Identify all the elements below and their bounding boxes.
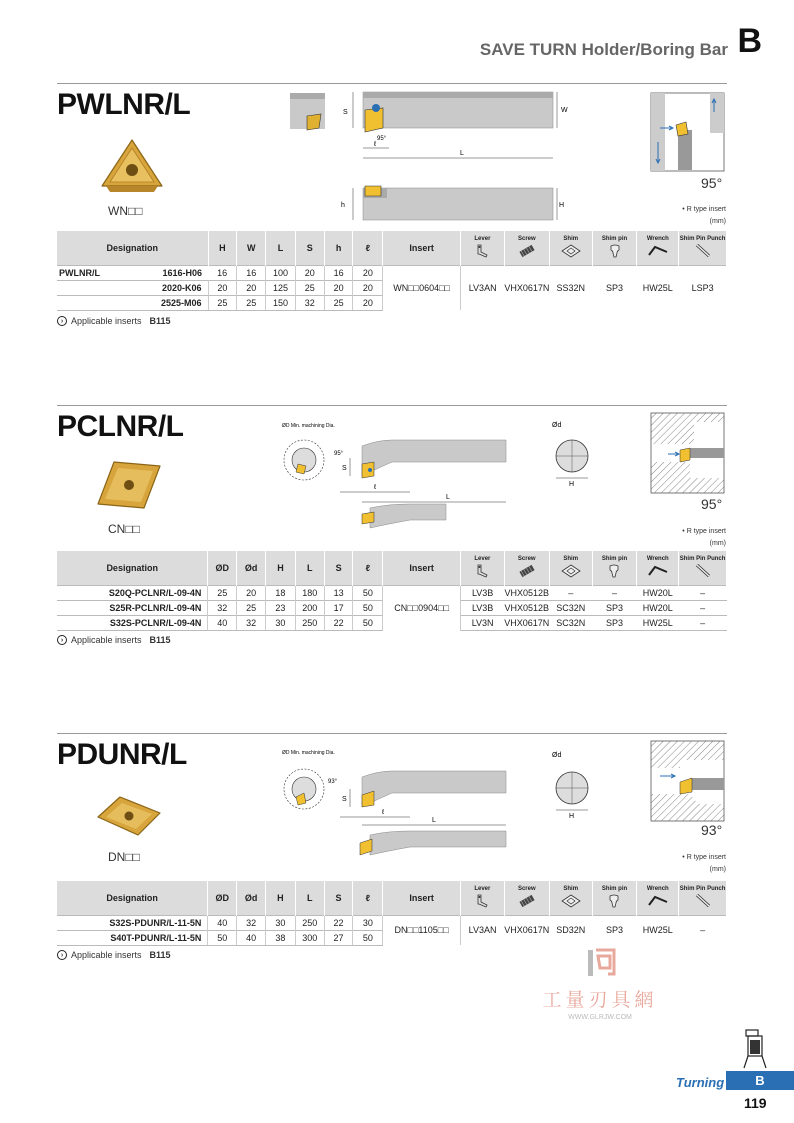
cell: – [549,585,592,600]
acc-label: Screw [517,235,536,242]
dn-insert-image [96,795,162,837]
designation: S20Q-PCLNR/L-09-4N [57,585,208,600]
col-h: H [266,881,296,915]
applicable-label: Applicable inserts [71,950,142,960]
cell: 20 [208,280,237,295]
col-s: S [295,231,324,265]
applicable-ref: B115 [149,635,171,645]
acc-label: Wrench [646,885,669,892]
insert-label-wn: WN□□ [108,204,143,218]
col-shim-pin [592,231,637,265]
col-shim [549,551,592,585]
screw-icon [517,244,537,258]
col-h-small: h [324,231,353,265]
col-h: H [266,551,296,585]
cell: 40 [237,930,266,945]
dim-ell: ℓ [374,141,377,148]
pwlnr-dimension-drawing [285,88,630,223]
footer-section-label: Turning [676,1075,725,1090]
col-screw [504,551,549,585]
section-title-pclnr: PCLNR/L [57,410,184,443]
pwlnr-application-diagram [650,92,725,172]
applicable-inserts-link[interactable] [57,316,171,326]
dim-d: Ød [552,752,562,759]
cell: 18 [266,585,296,600]
cell: 50 [353,930,383,945]
section-title-pwlnr: PWLNR/L [57,88,191,121]
screw-icon [517,564,537,578]
cell: 20 [295,265,324,280]
family-name: PWLNR/L 1616-H06 [57,265,208,280]
section-title-pdunr: PDUNR/L [57,738,187,771]
cell: 32 [208,600,237,615]
cell: 20 [353,295,383,310]
dim-angle: 95° [334,451,344,457]
arrow-circle-icon: › [57,316,67,326]
dim-s: S [342,796,347,803]
dim-w: W [561,107,568,114]
applicable-ref: B115 [149,950,171,960]
wrench-icon [648,564,668,578]
note-r-type: • R type insert [682,854,726,861]
col-lever [460,881,504,915]
col-punch [679,881,727,915]
dim-s: S [342,465,347,472]
col-shim [549,881,592,915]
col-designation: Designation [57,551,208,585]
designation: S32S-PCLNR/L-09-4N [57,615,208,630]
cell: 180 [295,585,324,600]
cell: SC32N [549,615,592,630]
cell: 25 [324,295,353,310]
col-s: S [324,881,353,915]
insert-label-dn: DN□□ [108,850,140,864]
cell: 20 [237,280,266,295]
table-row [57,585,727,600]
acc-punch-value: LSP3 [679,265,727,310]
note-pdunr [640,852,726,876]
applicable-label: Applicable inserts [71,635,142,645]
acc-label: Lever [474,885,491,892]
acc-label: Shim pin [601,555,628,562]
watermark-logo-icon [580,948,620,978]
cell: 40 [208,615,237,630]
punch-icon [693,894,713,908]
wrench-icon [648,894,668,908]
cell: 32 [237,615,266,630]
col-shim-pin [592,551,637,585]
col-ell: ℓ [353,881,383,915]
col-screw [504,881,549,915]
lever-icon [472,244,492,258]
col-designation: Designation [57,231,208,265]
acc-label: Shim Pin Punch [679,235,726,242]
cell: 23 [266,600,296,615]
cell: 20 [353,265,383,280]
acc-label: Wrench [646,235,669,242]
cell: 32 [295,295,324,310]
note-r-type: • R type insert [682,528,726,535]
col-insert: Insert [383,881,461,915]
lever-icon [472,564,492,578]
col-h: H [208,231,237,265]
dim-s: S [343,109,348,116]
wn-insert-image [98,138,166,193]
cell: 25 [295,280,324,295]
shim-icon [561,894,581,908]
col-lever [461,551,505,585]
col-designation: Designation [57,881,208,915]
wrench-icon [648,244,668,258]
spec-table-pwlnr [57,231,727,311]
acc-punch-value: – [679,915,727,945]
acc-pin-value: SP3 [592,915,637,945]
section-letter: B [737,22,762,60]
col-wrench [637,881,679,915]
acc-label: Shim pin [601,235,628,242]
acc-wrench-value: HW25L [637,265,679,310]
acc-screw-value: VHX0617N [504,265,549,310]
note-mm: (mm) [709,866,726,873]
section-divider [57,405,727,406]
cell: 13 [324,585,353,600]
note-r-type: • R type insert [682,206,726,213]
cell: 20 [353,280,383,295]
acc-shim-value: SS32N [549,265,592,310]
cell: 16 [237,265,266,280]
cell: 17 [324,600,353,615]
cell: SC32N [549,600,592,615]
cell: 25 [208,295,237,310]
acc-label: Lever [474,235,491,242]
cell: – [679,585,727,600]
acc-label: Shim Pin Punch [679,555,726,562]
acc-label: Screw [517,555,536,562]
cell: 200 [295,600,324,615]
dim-angle: 95° [377,136,387,142]
cell: 40 [208,915,237,930]
cell: SP3 [592,600,637,615]
col-l: L [295,881,324,915]
pdunr-dimension-drawing [278,745,518,863]
dim-d: Ød [552,422,562,429]
cn-insert-image [96,460,162,510]
screw-icon [517,894,537,908]
insert-code: CN□□0904□□ [383,585,461,630]
designation: 2020-K06 [57,280,208,295]
acc-label: Shim [563,235,579,242]
cell: 250 [295,915,324,930]
cell: 300 [295,930,324,945]
insert-code: DN□□1105□□ [383,915,461,945]
cell: – [679,600,727,615]
insert-code: WN□□0604□□ [383,265,461,310]
designation: S32S-PDUNR/L-11-5N [57,915,208,930]
cell: HW20L [637,600,679,615]
acc-pin-value: SP3 [592,265,637,310]
approach-angle-pdunr: 93° [701,822,723,838]
col-w: W [237,231,266,265]
shim-icon [561,564,581,578]
pdunr-application-diagram [650,740,725,822]
designation: S40T-PDUNR/L-11-5N [57,930,208,945]
acc-label: Lever [474,555,491,562]
cell: 30 [266,615,296,630]
dim-h-small: h [341,202,345,209]
dim-l: L [460,150,464,157]
cell: 50 [208,930,237,945]
col-l: L [266,231,296,265]
col-ell: ℓ [353,231,383,265]
section-divider [57,83,727,84]
dim-angle: 93° [328,779,338,785]
cell: 27 [324,930,353,945]
cell: – [592,585,637,600]
cell: 150 [266,295,296,310]
dim-l: L [446,494,450,501]
cell: VHX0512B [504,585,549,600]
col-screw [504,231,549,265]
pclnr-section-view [548,418,598,488]
col-wrench [637,551,679,585]
footer-tab[interactable]: B [726,1071,794,1090]
cell: 20 [324,280,353,295]
col-od: ØD [208,881,237,915]
watermark-text: 工量刃具網 [542,990,658,1011]
cell: 16 [208,265,237,280]
acc-shim-value: SD32N [549,915,592,945]
cell: 25 [208,585,237,600]
col-punch [679,231,727,265]
pdunr-section-view [548,748,598,820]
acc-label: Wrench [646,555,669,562]
cell: 125 [266,280,296,295]
dim-min-dia: ØD Min. machining Dia. [282,423,335,429]
cell: 50 [353,600,383,615]
note-pclnr [640,526,726,550]
cell: 22 [324,615,353,630]
pclnr-application-diagram [650,412,725,494]
approach-angle-pclnr: 95° [701,496,723,512]
cell: 22 [324,915,353,930]
applicable-inserts-link[interactable] [57,950,171,960]
dim-h: H [569,481,575,488]
col-id: Ød [237,551,266,585]
cell: 25 [237,295,266,310]
spec-table-pdunr [57,881,727,946]
cell: HW25L [637,615,679,630]
approach-angle-pwlnr: 95° [701,175,723,191]
cell: 30 [266,915,296,930]
pclnr-dimension-drawing [278,418,518,536]
cell: 100 [266,265,296,280]
designation: S25R-PCLNR/L-09-4N [57,600,208,615]
arrow-circle-icon: › [57,635,67,645]
note-pwlnr [640,204,726,228]
insert-label-cn: CN□□ [108,522,140,536]
cell: 16 [324,265,353,280]
punch-icon [693,244,713,258]
header-title: SAVE TURN Holder/Boring Bar [479,40,728,59]
col-insert: Insert [383,231,461,265]
acc-screw-value: VHX0617N [504,915,549,945]
col-shim-pin [592,881,637,915]
col-l: L [295,551,324,585]
cell: HW20L [637,585,679,600]
note-mm: (mm) [709,218,726,225]
cell: 250 [295,615,324,630]
table-row [57,265,727,280]
acc-label: Shim [563,555,579,562]
turning-tool-icon [740,1028,770,1070]
col-ell: ℓ [353,551,383,585]
cell: 38 [266,930,296,945]
col-insert: Insert [383,551,461,585]
shim-pin-icon [605,244,625,258]
acc-lever-value: LV3AN [461,265,505,310]
dim-ell: ℓ [382,809,385,816]
cell: LV3N [461,615,505,630]
section-divider [57,733,727,734]
col-wrench [637,231,679,265]
lever-icon [472,894,492,908]
applicable-ref: B115 [149,316,171,326]
cell: LV3B [461,585,505,600]
cell: 20 [237,585,266,600]
shim-pin-icon [604,894,624,908]
cell: 50 [353,585,383,600]
cell: SP3 [592,615,637,630]
cell: VHX0617N [504,615,549,630]
cell: LV3B [461,600,505,615]
cell: 32 [237,915,266,930]
acc-label: Screw [517,885,536,892]
acc-label: Shim pin [601,885,628,892]
col-s: S [324,551,353,585]
cell: 25 [237,600,266,615]
dim-h: H [569,813,575,820]
cell: 50 [353,615,383,630]
dim-l: L [432,817,436,824]
dim-h: H [559,202,565,209]
acc-label: Shim [563,885,579,892]
spec-table-pclnr [57,551,727,631]
cell: – [679,615,727,630]
cell: VHX0512B [504,600,549,615]
arrow-circle-icon: › [57,950,67,960]
table-row [57,915,727,930]
dim-ell: ℓ [374,484,377,491]
page-number: 119 [744,1095,767,1111]
acc-wrench-value: HW25L [637,915,679,945]
acc-label: Shim Pin Punch [679,885,726,892]
shim-icon [561,244,581,258]
col-punch [679,551,727,585]
designation: 2525-M06 [57,295,208,310]
note-mm: (mm) [709,540,726,547]
col-lever [461,231,505,265]
watermark [530,948,670,1021]
cell: 30 [353,915,383,930]
applicable-label: Applicable inserts [71,316,142,326]
shim-pin-icon [604,564,624,578]
dim-min-dia: ØD Min. machining Dia. [282,750,335,756]
applicable-inserts-link[interactable] [57,635,171,645]
punch-icon [693,564,713,578]
col-id: Ød [237,881,266,915]
col-od: ØD [208,551,237,585]
col-shim [549,231,592,265]
acc-lever-value: LV3AN [460,915,504,945]
watermark-url: WWW.GLRJW.COM [568,1014,632,1021]
